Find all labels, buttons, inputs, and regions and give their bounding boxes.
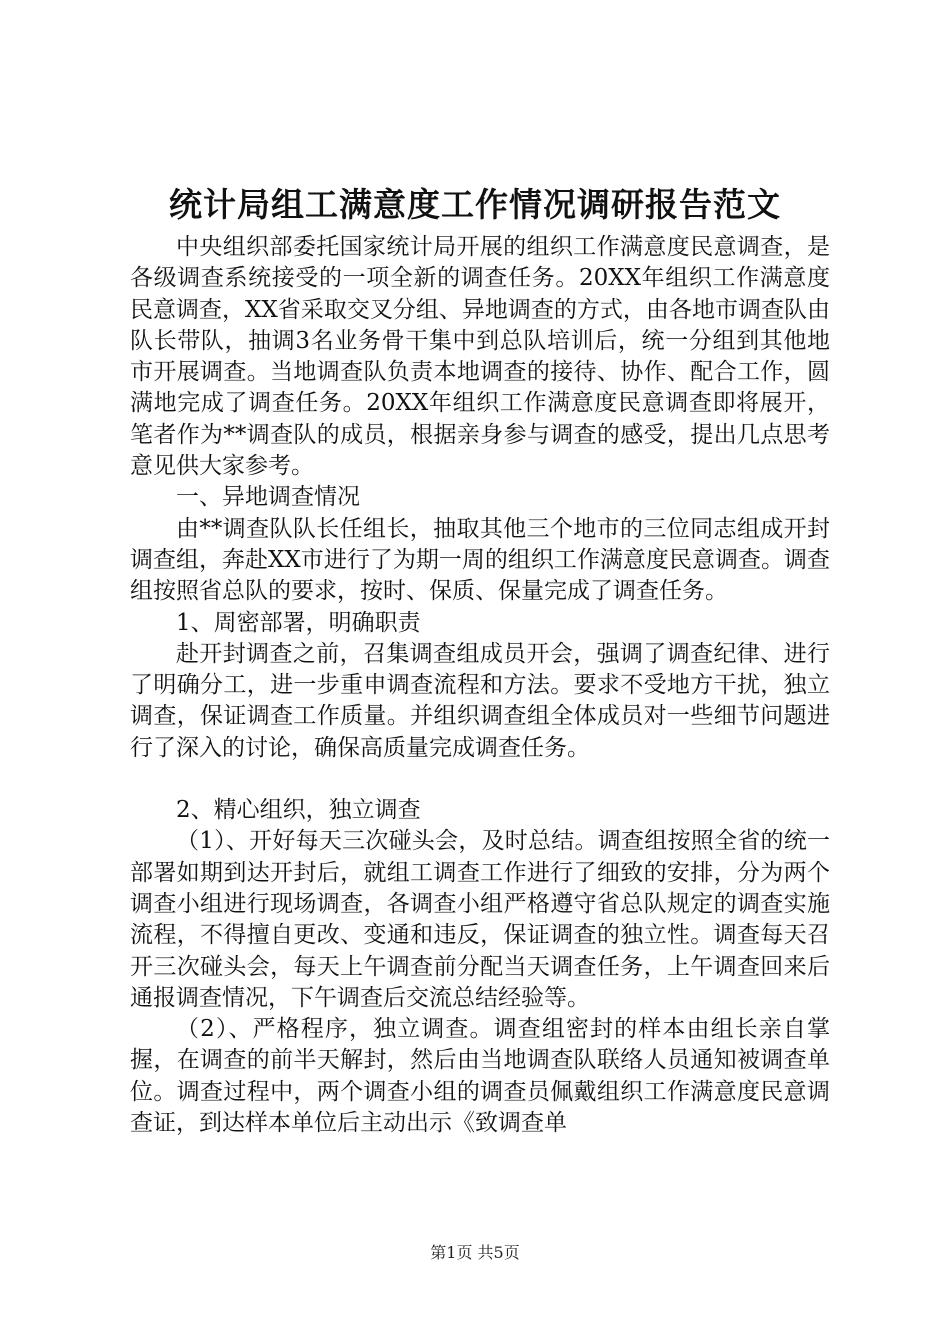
subsection-heading-1: 1、周密部署，明确职责 — [176, 609, 421, 636]
section-heading-1: 一、异地调查情况 — [176, 484, 360, 511]
intro-paragraph: 中央组织部委托国家统计局开展的组织工作满意度民意调查，是各级调查系统接受的一项全新的调查任务。20XX年组织工作满意度民意调查，XX省采取交叉分组、异地调查的方式，由各地市调查队由队长带队，抽调3名业务骨干集中到总队培训后，统一分组到其他地市开展调查。当地调查队负责本地调查的接待、协作、配合工作，圆满地完成了调查任务。20XX年组织工作满意度民意调查即将展开，笔者作为**调查队的成员，根据亲身参与调查的感受，提出几点思考意见供大家参考。 — [130, 234, 830, 480]
document-title: 统计局组工满意度工作情况调研报告范文 — [169, 185, 781, 224]
page-footer: 第1页 共5页 — [430, 1243, 520, 1262]
subsection-2-item-2-paragraph: （2）、严格程序，独立调查。调查组密封的样本由组长亲自掌握，在调查的前半天解封，然后由当地调查队联络人员通知被调查单位。调查过程中，两个调查小组的调查员佩戴组织工作满意度民意调查证，到达样本单位后主动出示《致调查单 — [130, 1016, 830, 1137]
subsection-1-paragraph: 赴开封调查之前，召集调查组成员开会，强调了调查纪律、进行了明确分工，进一步重申调查流程和方法。要求不受地方干扰，独立调查，保证调查工作质量。并组织调查组全体成员对一些细节问题进行了深入的讨论，确保高质量完成调查任务。 — [130, 640, 830, 761]
subsection-heading-2: 2、精心组织，独立调查 — [176, 797, 421, 824]
document-body — [130, 232, 830, 1139]
subsection-2-item-1-paragraph: （1）、开好每天三次碰头会，及时总结。调查组按照全省的统一部署如期到达开封后，就组工调查工作进行了细致的安排，分为两个调查小组进行现场调查，各调查小组严格遵守省总队规定的调查实施流程，不得擅自更改、变通和违反，保证调查的独立性。调查每天召开三次碰头会，每天上午调查前分配当天调查任务，上午调查回来后通报调查情况，下午调查后交流总结经验等。 — [130, 828, 830, 1011]
section-1-paragraph: 由**调查队队长任组长，抽取其他三个地市的三位同志组成开封调查组，奔赴XX市进行了为期一周的组织工作满意度民意调查。调查组按照省总队的要求，按时、保质、保量完成了调查任务。 — [130, 515, 830, 605]
